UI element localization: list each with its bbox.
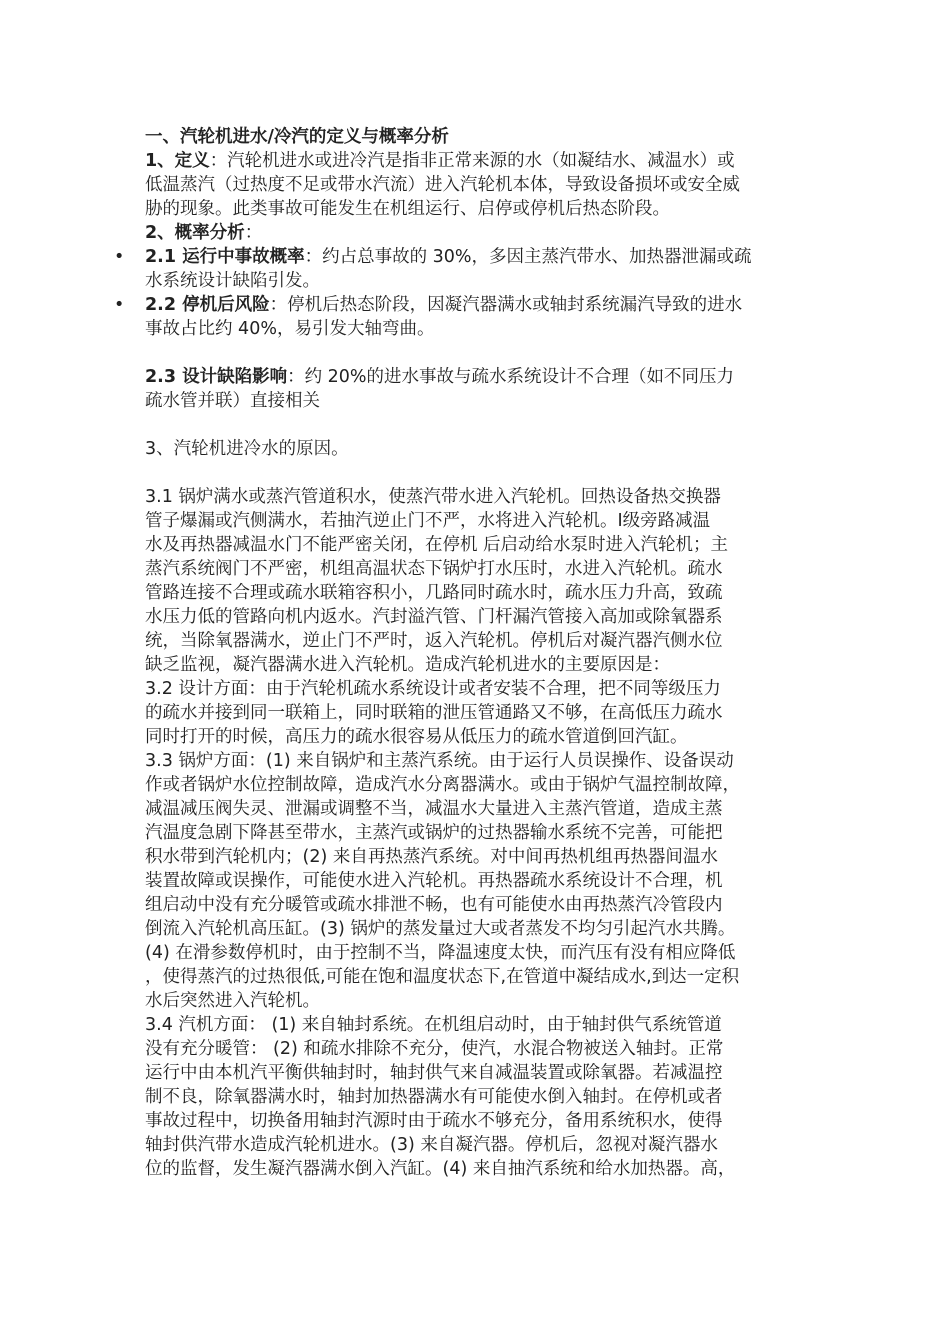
paragraph-line: 管子爆漏或汽侧满水，若抽汽逆止门不严，水将进入汽轮机。Ⅰ级旁路减温	[145, 511, 711, 531]
paragraph-line: 倒流入汽轮机高压缸。(3) 锅炉的蒸发量过大或者蒸发不均匀引起汽水共腾。	[145, 919, 736, 939]
paragraph-line: 运行中由本机汽平衡供轴封时，轴封供气来自减温装置或除氧器。若减温控	[145, 1063, 723, 1083]
paragraph-line: 作或者锅炉水位控制故障，造成汽水分离器满水。或由于锅炉气温控制故障，	[145, 775, 740, 795]
paragraph-line: 水压力低的管路向机内返水。汽封溢汽管、门杆漏汽管接入高加或除氧器系	[145, 607, 723, 627]
bullet-text-running-1: ：约占总事故的 30%，多因主蒸汽带水、加热器泄漏或疏	[304, 247, 752, 267]
paragraph-line: 组启动中没有充分暖管或疏水排泄不畅，也有可能使水由再热蒸汽冷管段内	[145, 895, 723, 915]
paragraph-line: 没有充分暖管： (2) 和疏水排除不充分，使汽，水混合物被送入轴封。正常	[145, 1039, 724, 1059]
design-defect-label: 2.3 设计缺陷影响	[145, 367, 288, 387]
probability-label: 2、概率分析	[145, 223, 245, 243]
bullet-label-running: 2.1 运行中事故概率	[145, 247, 305, 267]
paragraph-3-4	[145, 1013, 825, 1181]
paragraph-line: 蒸汽系统阀门不严密，机组高温状态下锅炉打水压时，水进入汽轮机。疏水	[145, 559, 723, 579]
section-heading-causes: 3、汽轮机进冷水的原因。	[145, 439, 349, 459]
paragraph-line: 轴封供汽带水造成汽轮机进水。(3) 来自凝汽器。停机后，忽视对凝汽器水	[145, 1135, 718, 1155]
paragraph-line: 3.2 设计方面：由于汽轮机疏水系统设计或者安装不合理，把不同等级压力	[145, 679, 721, 699]
bullet-item-running-probability	[114, 245, 825, 269]
paragraph-line: 水及再热器减温水门不能严密关闭，在停机 后启动给水泵时进入汽轮机；主	[145, 535, 729, 555]
paragraph-line: 缺乏监视，凝汽器满水进入汽轮机。造成汽轮机进水的主要原因是：	[145, 655, 670, 675]
paragraph-line: 装置故障或误操作，可能使水进入汽轮机。再热器疏水系统设计不合理，机	[145, 871, 723, 891]
bullet-text-running-2: 水系统设计缺陷引发。	[145, 271, 320, 291]
paragraph-line: 3.1 锅炉满水或蒸汽管道积水，使蒸汽带水进入汽轮机。回热设备热交换器	[145, 487, 721, 507]
paragraph-line: 位的监督，发生凝汽器满水倒入汽缸。(4) 来自抽汽系统和给水加热器。高，	[145, 1159, 736, 1179]
spacer	[145, 461, 825, 485]
bullet-dot-icon: •	[114, 247, 125, 267]
paragraph-line: 同时打开的时候，高压力的疏水很容易从低压力的疏水管道倒回汽缸。	[145, 727, 688, 747]
paragraph-line: (4) 在滑参数停机时，由于控制不当，降温速度太快，而汽压有没有相应降低	[145, 943, 736, 963]
definition-line-2: 低温蒸汽（过热度不足或带水汽流）进入汽轮机本体，导致设备损坏或安全威	[145, 175, 740, 195]
paragraph-line: ，使得蒸汽的过热很低,可能在饱和温度状态下,在管道中凝结成水,到达一定积	[145, 967, 740, 987]
paragraph-line: 减温减压阀失灵、泄漏或调整不当，减温水大量进入主蒸汽管道，造成主蒸	[145, 799, 723, 819]
definition-label: 1、定义	[145, 151, 210, 171]
paragraph-line: 统，当除氧器满水，逆止门不严时，返入汽轮机。停机后对凝汽器汽侧水位	[145, 631, 723, 651]
section-heading-definition-probability: 一、汽轮机进水/冷汽的定义与概率分析	[145, 127, 449, 147]
paragraph-line: 事故过程中，切换备用轴封汽源时由于疏水不够充分，备用系统积水，使得	[145, 1111, 723, 1131]
bullet-text-shutdown-2: 事故占比约 40%，易引发大轴弯曲。	[145, 319, 435, 339]
design-defect-line-2: 疏水管并联）直接相关	[145, 391, 320, 411]
spacer	[145, 341, 825, 365]
bullet-label-shutdown: 2.2 停机后风险	[145, 295, 270, 315]
probability-heading	[145, 221, 825, 245]
paragraph-line: 制不良，除氧器满水时，轴封加热器满水有可能使水倒入轴封。在停机或者	[145, 1087, 723, 1107]
document-page	[114, 125, 825, 1181]
paragraph-line: 水后突然进入汽轮机。	[145, 991, 320, 1011]
paragraph-line: 汽温度急剧下降甚至带水，主蒸汽或锅炉的过热器输水系统不完善，可能把	[145, 823, 723, 843]
bullet-text-shutdown-1: ：停机后热态阶段，因凝汽器满水或轴封系统漏汽导致的进水	[269, 295, 743, 315]
paragraph-line: 3.4 汽机方面： (1) 来自轴封系统。在机组启动时，由于轴封供气系统管道	[145, 1015, 722, 1035]
probability-colon: ：	[244, 223, 263, 243]
paragraph-3-2	[145, 677, 825, 749]
spacer	[145, 413, 825, 437]
paragraph-line: 管路连接不合理或疏水联箱容积小，几路同时疏水时，疏水压力升高，致疏	[145, 583, 723, 603]
paragraph-line: 的疏水并接到同一联箱上，同时联箱的泄压管通路又不够，在高低压力疏水	[145, 703, 723, 723]
bullet-item-shutdown-risk	[114, 293, 825, 317]
design-defect-line-1	[145, 365, 825, 389]
paragraph-line: 3.3 锅炉方面：(1) 来自锅炉和主蒸汽系统。由于运行人员误操作、设备误动	[145, 751, 734, 771]
bullet-dot-icon: •	[114, 295, 125, 315]
design-defect-text-1: ：约 20%的进水事故与疏水系统设计不合理（如不同压力	[287, 367, 735, 387]
paragraph-3-1	[145, 485, 825, 677]
definition-line-1	[145, 149, 825, 173]
definition-text-1: ：汽轮机进水或进冷汽是指非正常来源的水（如凝结水、减温水）或	[209, 151, 735, 171]
paragraph-line: 积水带到汽轮机内；(2) 来自再热蒸汽系统。对中间再热机组再热器间温水	[145, 847, 718, 867]
definition-line-3: 胁的现象。此类事故可能发生在机组运行、启停或停机后热态阶段。	[145, 199, 670, 219]
paragraph-3-3	[145, 749, 825, 1013]
